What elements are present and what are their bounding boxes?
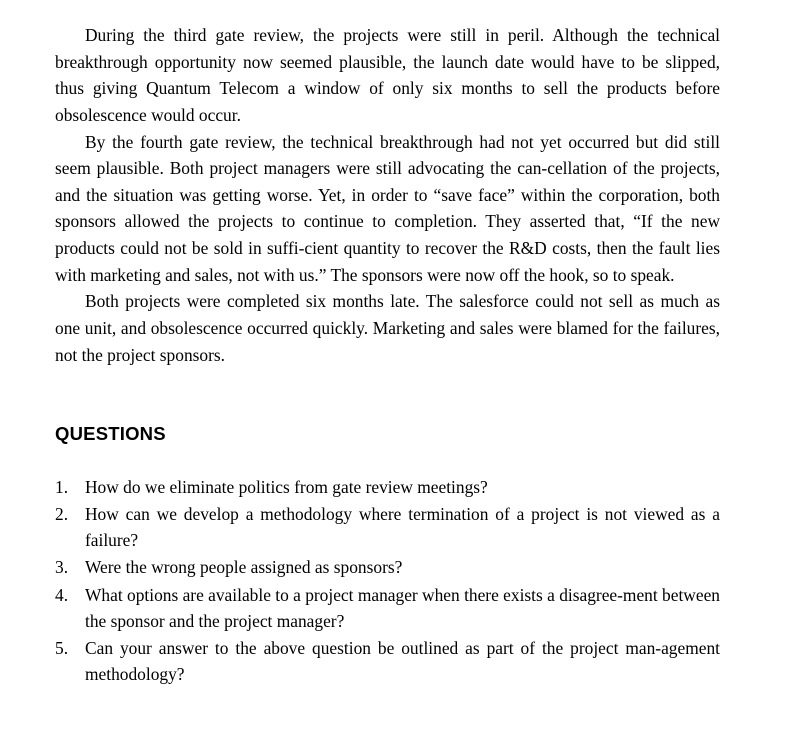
vertical-spacer	[55, 445, 720, 474]
paragraph-2: By the fourth gate review, the technical breakthrough had not yet occurred but did still seem plausible. Both project managers were still advocating the can-cellation of the projects, and the situation was getting worse. Yet, in order to “save face” within the corporation, both sponsors allowed the projects to continue to completion. They asserted that, “If the new products could not be sold in suffi-cient quantity to recover the R&D costs, then the fault lies with marketing and sales, not with us.” The sponsors were now off the hook, so to speak.	[55, 131, 720, 285]
list-item-text: How do we eliminate politics from gate review meetings?	[85, 477, 488, 498]
list-item-number: 4.	[55, 584, 69, 605]
list-item	[55, 474, 720, 500]
list-item-number: 1.	[55, 477, 69, 498]
list-item	[55, 501, 720, 553]
list-item-number: 5.	[55, 637, 69, 658]
list-item-text: Were the wrong people assigned as sponsors?	[85, 557, 403, 578]
list-item	[55, 554, 720, 580]
body-text-block	[55, 22, 720, 368]
vertical-spacer	[55, 368, 720, 423]
paragraph-1: During the third gate review, the projects were still in peril. Although the technical breakthrough opportunity now seemed plausible, the launch date would have to be slipped, thus giving Quantum Telecom a window of only six months to sell the products before obsolescence would occur.	[55, 25, 720, 125]
list-item-text: How can we develop a methodology where termination of a project is not viewed as a failure?	[85, 504, 720, 551]
list-item	[55, 635, 720, 687]
paragraph-3: Both projects were completed six months late. The salesforce could not sell as much as one unit, and obsolescence occurred quickly. Marketing and sales were blamed for the failures, not the project sponsors.	[55, 291, 720, 365]
list-item-number: 3.	[55, 557, 69, 578]
list-item-text: Can your answer to the above question be outlined as part of the project man-agement methodology?	[85, 637, 720, 684]
list-item	[55, 582, 720, 634]
list-item-text: What options are available to a project manager when there exists a disagree-ment between the sponsor and the project manager?	[85, 584, 720, 631]
section-heading-questions: QUESTIONS	[55, 423, 166, 445]
list-item-number: 2.	[55, 504, 69, 525]
questions-list	[55, 474, 720, 687]
